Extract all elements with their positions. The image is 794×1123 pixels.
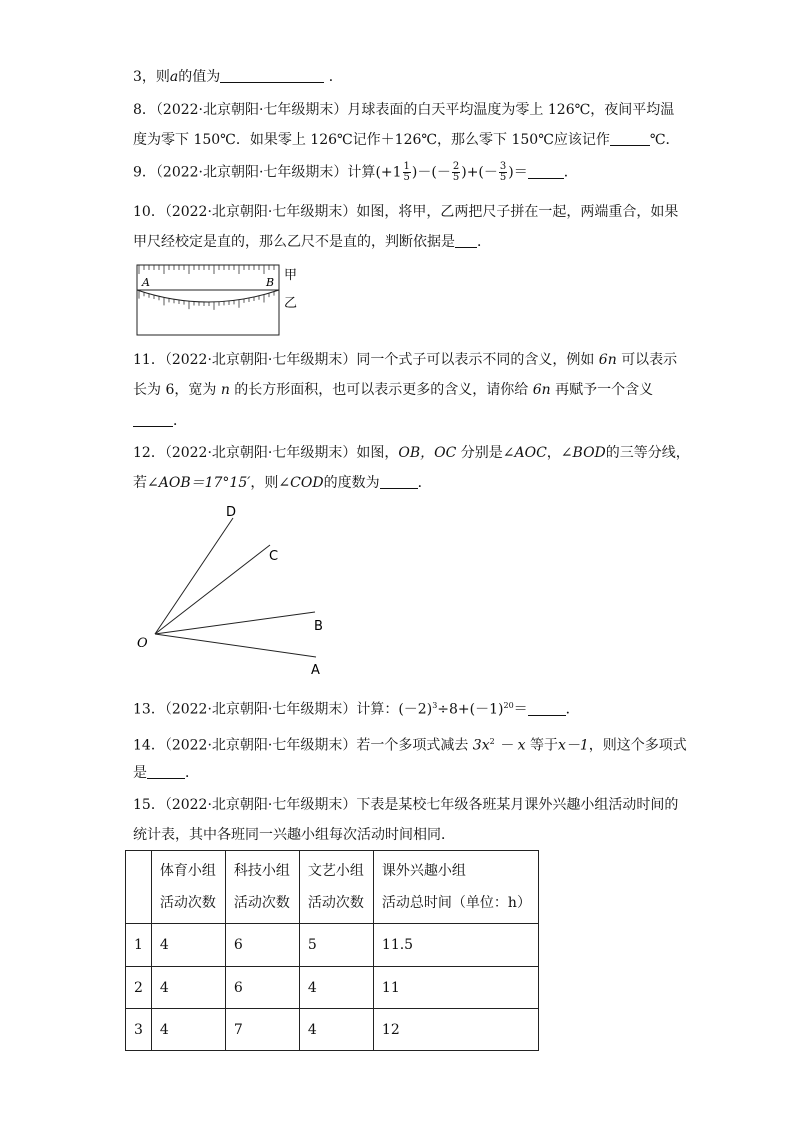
question-12-line-2: 若∠AOB＝17°15′，则∠COD的度数为 ．	[133, 475, 432, 491]
point-d-label: D	[226, 505, 237, 520]
table-cell: 4	[151, 967, 225, 1009]
table-header-row	[126, 851, 539, 924]
answer-blank[interactable]	[528, 164, 564, 179]
question-7-tail: 3，则a的值为 ．	[133, 69, 343, 85]
table-cell: 4	[299, 1009, 373, 1051]
answer-blank[interactable]	[133, 412, 173, 427]
table-row	[126, 967, 539, 1009]
answer-blank[interactable]	[220, 68, 324, 83]
question-8-line-2: 度为零下 150℃．如果零上 126℃记作＋126℃，那么零下 150℃应该记作 ℃．	[133, 132, 680, 148]
ruler-yi-curve	[137, 290, 279, 302]
table-header-cell: 课外兴趣小组 活动总时间（单位：h）	[373, 851, 538, 924]
ray-od	[155, 518, 233, 634]
table-row	[126, 924, 539, 967]
table-header-cell	[126, 851, 152, 924]
table-header-cell: 科技小组 活动次数	[225, 851, 299, 924]
fraction: $\frac{2}{5}$	[452, 161, 460, 183]
question-14-line-2: 是 ．	[133, 765, 199, 781]
table-cell: 7	[225, 1009, 299, 1051]
question-12-line-1: 12．（2022·北京朝阳·七年级期末）如图，OB，OC 分别是∠AOC，∠BOD的三等分线，	[133, 445, 690, 461]
activity-stats-table	[125, 850, 539, 1051]
table-cell: 5	[299, 924, 373, 967]
table-cell: 12	[373, 1009, 538, 1051]
answer-blank[interactable]	[380, 474, 418, 489]
table-cell: 3	[126, 1009, 152, 1051]
ruler-yi	[137, 290, 279, 335]
ruler-yi-label: 乙	[284, 296, 298, 311]
table-cell: 4	[299, 967, 373, 1009]
angle-figure	[130, 500, 340, 680]
table-header-cell: 体育小组 活动次数	[151, 851, 225, 924]
ray-oa	[155, 634, 316, 657]
table-header-cell: 文艺小组 活动次数	[299, 851, 373, 924]
ruler-jia-label: 甲	[284, 268, 298, 283]
question-13: 13．（2022·北京朝阳·七年级期末）计算：$(-2)^3\div 8+(-1)^{20}=$ ．	[133, 701, 580, 718]
table-cell: 2	[126, 967, 152, 1009]
answer-blank[interactable]	[610, 131, 650, 146]
ruler-yi-ticks	[139, 290, 279, 310]
ruler-jia-ticks	[139, 265, 279, 274]
question-9: 9．（2022·北京朝阳·七年级期末）计算(+1 $\frac{1}{5}$ )－(－ $\frac{2}{5}$ )+(－ $\frac{3}{5}$ )＝ ．	[133, 161, 578, 183]
table-cell: 6	[225, 967, 299, 1009]
answer-blank[interactable]	[455, 233, 477, 248]
table-cell: 6	[225, 924, 299, 967]
question-11-line-3: ．	[133, 411, 187, 431]
question-11-line-1: 11．（2022·北京朝阳·七年级期末）同一个式子可以表示不同的含义，例如 6n 可以表示	[133, 352, 678, 368]
question-11-line-2: 长为 6，宽为 n 的长方形面积，也可以表示更多的含义，请你给 6n 再赋予一个含义	[133, 382, 654, 398]
point-o-label: O	[137, 636, 148, 651]
ruler-figure	[130, 262, 310, 342]
question-15-line-1: 15．（2022·北京朝阳·七年级期末）下表是某校七年级各班某月课外兴趣小组活动时间的	[133, 797, 679, 813]
answer-blank[interactable]	[528, 701, 566, 716]
fraction: $\frac{3}{5}$	[499, 161, 507, 183]
table-cell: 11.5	[373, 924, 538, 967]
question-8-line-1: 8．（2022·北京朝阳·七年级期末）月球表面的白天平均温度为零上 126℃，夜间平均温	[133, 102, 675, 118]
table-row	[126, 1009, 539, 1051]
point-a-label: A	[142, 276, 150, 289]
point-a-label: A	[311, 663, 320, 678]
ruler-jia	[137, 265, 279, 290]
question-10-line-2: 甲尺经校定是直的，那么乙尺不是直的，判断依据是 ．	[133, 234, 491, 250]
table-cell: 4	[151, 1009, 225, 1051]
table-cell: 4	[151, 924, 225, 967]
question-10-line-1: 10．（2022·北京朝阳·七年级期末）如图，将甲，乙两把尺子拼在一起，两端重合，如果	[133, 204, 679, 220]
table-cell: 1	[126, 924, 152, 967]
question-15-line-2: 统计表，其中各班同一兴趣小组每次活动时间相同．	[133, 827, 455, 843]
point-b-label: B	[314, 619, 323, 634]
fraction: $\frac{1}{5}$	[403, 161, 410, 183]
question-14-line-1: 14．（2022·北京朝阳·七年级期末）若一个多项式减去 $3x^2 - x$ 等于x－1，则这个多项式	[133, 737, 687, 754]
point-b-label: B	[266, 276, 275, 289]
answer-blank[interactable]	[147, 764, 185, 779]
table-cell: 11	[373, 967, 538, 1009]
point-c-label: C	[269, 549, 279, 564]
